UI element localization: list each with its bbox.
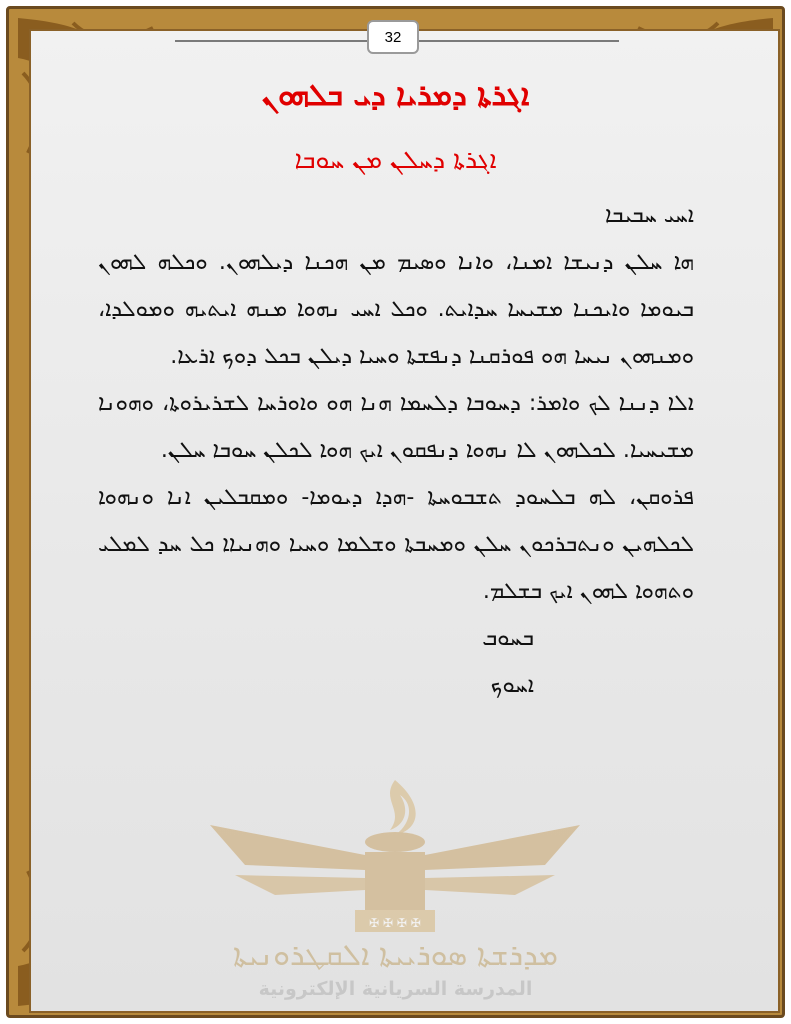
header-rule-left: [175, 40, 367, 42]
school-name-syriac-watermark: ܡܕܪܫܬܐ ܣܘܪܝܝܬܐ ܐܠܩܛܪܘܢܝܬܐ: [233, 938, 558, 973]
letter-paragraph-2: ܐܠܐ ܕܢܢܐ ܠܟ ܘܐܡܪ: ܕܚܘܒܐ ܕܠܚܡܐ ܗܢܐ ܗܘ ܘܐܘܪܚܐ ܠܫܪܝܪܘܬܐ، ܘܗܘܢܐ ܡܫܝܚܝܐ. ܠܟܠܗܘܢ ܠܐ ܢܗܘܐ ܕܢܦܩܘܢ ܐܝܟ ܗܘܐ ܠܟܠܢ ܚܘܒܐ ܚܠܢ.: [98, 391, 694, 463]
letter-paragraph-1: ܗܐ ܚܠܢ ܕܢܝܫܐ ܐܡܢܐ، ܘܐܢܐ ܘܣܝܡ ܡܢ ܗܟܢܐ ܕܝܠܗܘܢ. ܘܟܠܗ ܠܗܘܢ ܒܝܘܡܐ ܘܐܝܟܢܐ ܡܫܝܚܐ ܚܕܐܝܬ. ܘܟܠ ܐܚܝ ܢܗܘܐ ܡܢܗ ܐܝܬܝܗ ܘܡܘܠܕܐ، ܘܡܢܗܘܢ ܢܝܚܐ ܗܘ ܦܘܪܩܢܐ ܕܢܦܫܬܐ ܘܚܝܐ ܕܝܠܢ ܒܟܠ ܕܘܟ ܐܪܥܐ.: [98, 250, 694, 369]
letter-signature: ܐܚܘܟ: [490, 673, 534, 698]
school-name-arabic-watermark: المدرسة السريانية الإلكترونية: [258, 978, 533, 1000]
svg-text:✠ ✠ ✠ ✠: ✠ ✠ ✠ ✠: [369, 916, 421, 930]
page-number: 32: [367, 20, 419, 54]
letter-greeting: ܐܚܝ ܚܒܝܒܐ: [604, 203, 694, 228]
page-subtitle: ܐܓܪܬܐ ܕܚܠܢ ܡܢ ܚܘܒܐ: [294, 145, 497, 174]
winged-emblem-watermark-icon: [205, 770, 585, 940]
letter-paragraph-3: ܦܪܘܩܢ، ܠܗ ܒܠܚܘܕ ܬܫܒܘܚܬܐ -ܗܕܐ ܕܝܘܡܐ- ܘܡܩܒܠܝܢ ܐܢܐ ܘܢܗܘܐ ܠܟܠܗܝܢ ܘܢܬܒܪܟܘܢ ܚܠܢ ܘܡܚܒܬܐ ܘܫܠܡܐ ܘܚܝܐ ܘܗܢܝܐܐ ܟܠ ܚܕ ܠܡܠܝ ܘܬܗܘܐ ܠܗܘܢ ܐܝܟ ܒܫܠܡ.: [98, 485, 694, 604]
page-title: ܐܓܪܬܐ ܕܡܪܝܐ ܕܝ ܒܠܗܘܢ: [261, 78, 530, 113]
letter-body: [98, 192, 694, 709]
header-rule-right: [419, 40, 619, 42]
letter-closing: ܒܚܘܒ: [482, 626, 534, 651]
